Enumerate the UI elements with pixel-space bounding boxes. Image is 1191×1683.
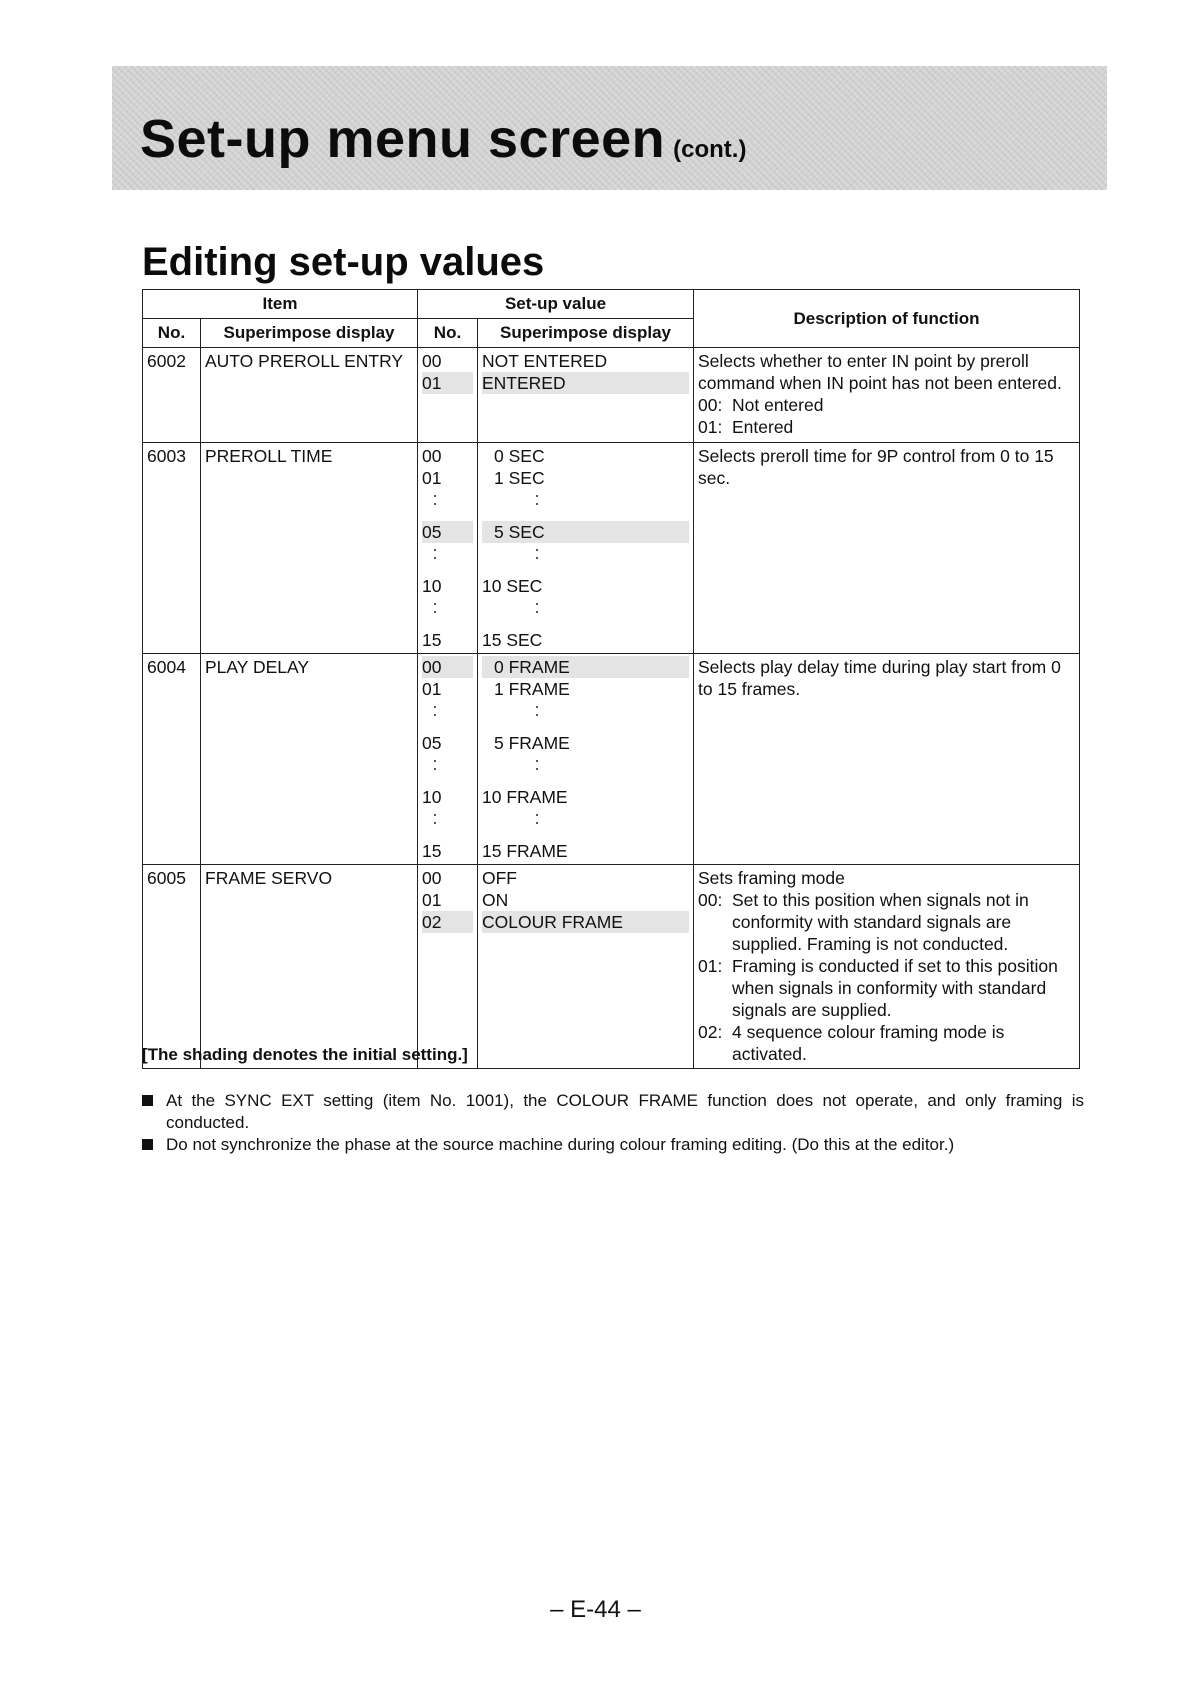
value-no: 15 [422, 841, 442, 861]
header-item-display: Superimpose display [201, 319, 418, 348]
ellipsis-dots [482, 603, 689, 629]
value-label-initial: 5 SEC [482, 521, 689, 543]
row-display: FRAME SERVO [201, 865, 418, 1069]
header-item-no: No. [143, 319, 201, 348]
ellipsis-dots [422, 495, 473, 521]
setup-values-table [142, 289, 1080, 1069]
value-label: 10 FRAME [482, 787, 568, 807]
ellipsis-dots [422, 549, 473, 575]
row-description [694, 654, 1080, 865]
value-no: 15 [422, 630, 442, 650]
value-no: 01 [422, 468, 442, 488]
value-no: 01 [422, 890, 442, 910]
table-header-row-1 [143, 290, 1080, 319]
value-label: 1 SEC [494, 468, 545, 488]
page-number: – E-44 – [550, 1596, 641, 1623]
value-no: 00 [422, 351, 442, 371]
description-text: Selects whether to enter IN point by preroll command when IN point has not been entered. [698, 351, 1062, 393]
value-label: ON [482, 890, 509, 910]
value-label: OFF [482, 868, 517, 888]
value-no: 00 [422, 446, 442, 466]
description-text: Selects play delay time during play start from 0 to 15 frames. [698, 657, 1061, 699]
option-text: Not entered [732, 395, 824, 415]
description-option [698, 1021, 1075, 1065]
square-bullet-icon [142, 1095, 153, 1106]
option-code: 00: [698, 890, 723, 910]
table-row [143, 443, 1080, 654]
bullet-list [142, 1090, 1084, 1156]
option-code: 01: [698, 417, 723, 437]
bullet-item [142, 1134, 1084, 1156]
page-title [140, 108, 746, 170]
ellipsis-dots [482, 760, 689, 786]
bullet-item [142, 1090, 1084, 1134]
value-label: 1 FRAME [494, 679, 570, 699]
description-option [698, 889, 1075, 955]
value-no: 05 [422, 733, 442, 753]
value-no: 10 [422, 576, 442, 596]
value-label-initial: ENTERED [482, 372, 689, 394]
description-option [698, 955, 1075, 1021]
bullet-text: At the SYNC EXT setting (item No. 1001), the COLOUR FRAME function does not operate, and only framing is conducted. [166, 1091, 1084, 1132]
row-display: PREROLL TIME [201, 443, 418, 654]
header-item: Item [143, 290, 418, 319]
value-label: 10 SEC [482, 576, 543, 596]
row-value-nos [418, 865, 478, 1069]
description-option [698, 416, 1075, 438]
row-display: AUTO PREROLL ENTRY [201, 348, 418, 443]
row-value-nos [418, 443, 478, 654]
option-text: Entered [732, 417, 794, 437]
description-text: Sets framing mode [698, 868, 845, 888]
option-text: Framing is conducted if set to this position when signals in conformity with standard signals are supplied. [732, 956, 1058, 1020]
table-row [143, 654, 1080, 865]
ellipsis-dots [482, 706, 689, 732]
ellipsis-dots [482, 814, 689, 840]
ellipsis-dots [482, 549, 689, 575]
row-no: 6005 [143, 865, 201, 1069]
value-no: 10 [422, 787, 442, 807]
ellipsis-dots [422, 760, 473, 786]
row-description [694, 865, 1080, 1069]
page-title-cont: (cont.) [673, 136, 747, 163]
row-value-labels [478, 348, 694, 443]
value-no: 00 [422, 868, 442, 888]
table-row [143, 348, 1080, 443]
row-no: 6003 [143, 443, 201, 654]
option-text: 4 sequence colour framing mode is activated. [732, 1022, 1005, 1064]
description-text: Selects preroll time for 9P control from 0 to 15 sec. [698, 446, 1054, 488]
header-value-no: No. [418, 319, 478, 348]
row-description [694, 348, 1080, 443]
value-no-initial: 01 [422, 372, 473, 394]
value-label: 5 FRAME [494, 733, 570, 753]
value-no-initial: 02 [422, 911, 473, 933]
header-value-display: Superimpose display [478, 319, 694, 348]
description-option [698, 394, 1075, 416]
value-no-initial: 00 [422, 656, 473, 678]
shading-note: [The shading denotes the initial setting.] [142, 1045, 468, 1064]
value-no: 01 [422, 679, 442, 699]
ellipsis-dots [422, 706, 473, 732]
bullet-text: Do not synchronize the phase at the source machine during colour framing editing. (Do this at the editor.) [166, 1135, 955, 1154]
option-text: Set to this position when signals not in conformity with standard signals are supplied. Framing is not conducted. [732, 890, 1029, 954]
ellipsis-dots [422, 603, 473, 629]
row-description [694, 443, 1080, 654]
row-value-nos [418, 348, 478, 443]
option-code: 01: [698, 956, 723, 976]
page-title-text: Set-up menu screen [140, 109, 666, 169]
value-label: 15 SEC [482, 630, 543, 650]
square-bullet-icon [142, 1139, 153, 1150]
row-display: PLAY DELAY [201, 654, 418, 865]
value-label: NOT ENTERED [482, 351, 608, 371]
option-code: 00: [698, 395, 723, 415]
ellipsis-dots [482, 495, 689, 521]
value-label: 15 FRAME [482, 841, 568, 861]
row-value-labels [478, 443, 694, 654]
row-no: 6002 [143, 348, 201, 443]
ellipsis-dots [422, 814, 473, 840]
row-no: 6004 [143, 654, 201, 865]
header-setup-value: Set-up value [418, 290, 694, 319]
section-title: Editing set-up values [142, 240, 545, 284]
value-no-initial: 05 [422, 521, 473, 543]
value-label: 0 SEC [494, 446, 545, 466]
value-label-initial: 0 FRAME [482, 656, 689, 678]
value-label-initial: COLOUR FRAME [482, 911, 689, 933]
table-row [143, 865, 1080, 1069]
row-value-nos [418, 654, 478, 865]
header-description: Description of function [694, 290, 1080, 348]
option-code: 02: [698, 1022, 723, 1042]
row-value-labels [478, 654, 694, 865]
row-value-labels [478, 865, 694, 1069]
